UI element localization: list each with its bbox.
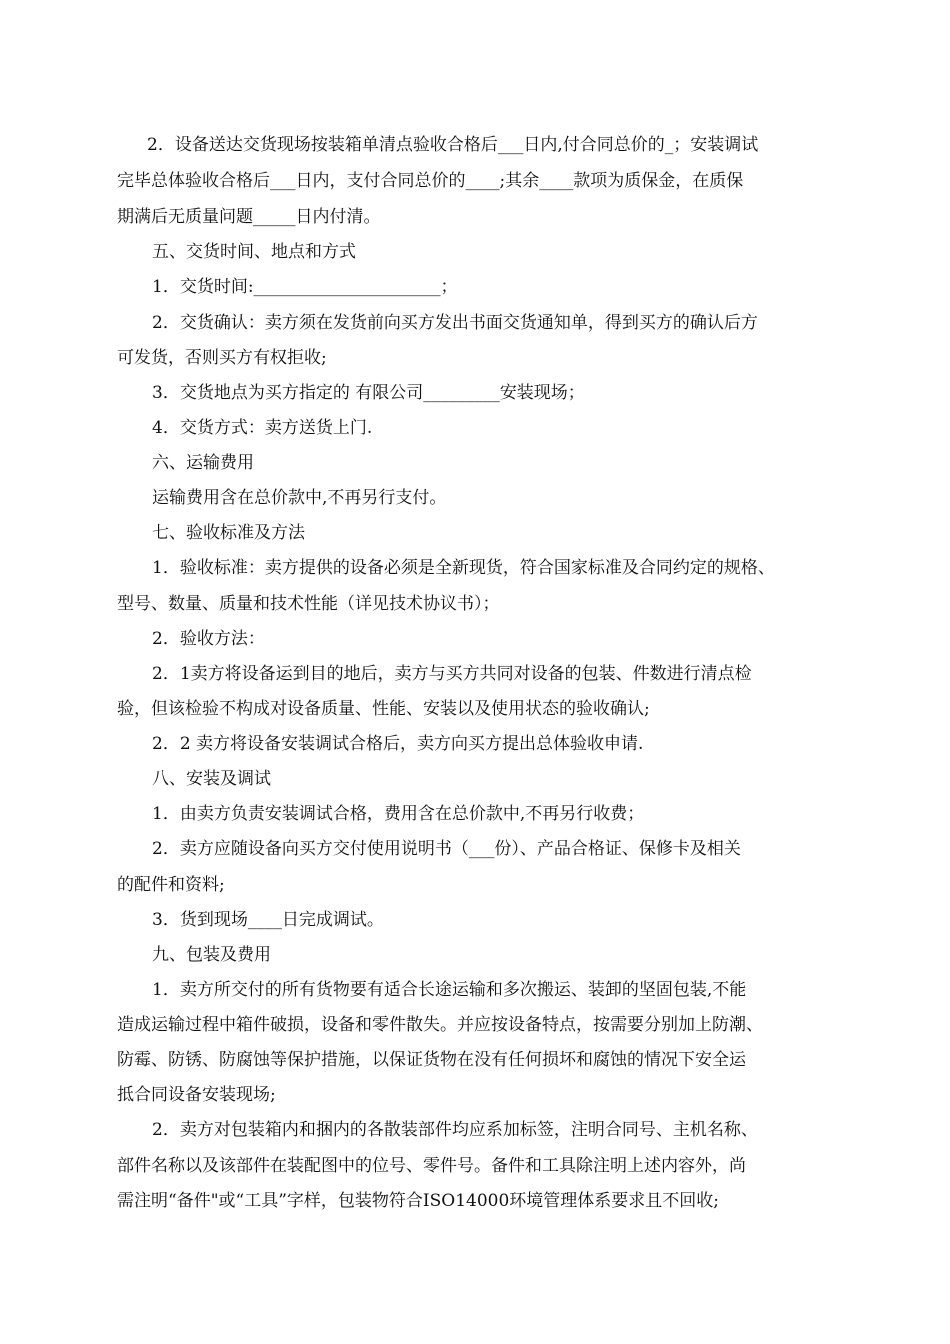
text-line: 1．卖方所交付的所有货物要有适合长途运输和多次搬运、装卸的坚固包装,不能: [152, 980, 747, 1000]
text-line: 1．由卖方负责安装调试合格，费用含在总价款中,不再另行收费；: [152, 804, 645, 824]
section-heading: 六、运输费用: [152, 453, 254, 473]
section-heading: 九、包装及费用: [152, 945, 271, 965]
text-line: 需注明“备件"或“工具”字样，包装物符合ISO14000环境管理体系要求且不回收;: [117, 1191, 719, 1211]
text-line: 4．交货方式：卖方送货上门.: [152, 418, 373, 438]
section-heading: 八、安装及调试: [152, 769, 271, 789]
text-line: 防霉、防锈、防腐蚀等保护措施，以保证货物在没有任何损坏和腐蚀的情况下安全运: [117, 1050, 746, 1070]
text-line: 验，但该检验不构成对设备质量、性能、安装以及使用状态的验收确认;: [117, 699, 650, 719]
text-line: 2．交货确认：卖方须在发货前向买方发出书面交货通知单，得到买方的确认后方: [152, 313, 758, 333]
text-line: 2．验收方法：: [152, 629, 265, 649]
text-line: 3．货到现场____日完成调试。: [152, 910, 384, 930]
text-line: 1．验收标准：卖方提供的设备必须是全新现货，符合国家标准及合同约定的规格、: [152, 558, 775, 578]
text-line: 期满后无质量问题_____日内付清。: [117, 207, 381, 227]
section-heading: 五、交货时间、地点和方式: [152, 242, 356, 262]
section-heading: 七、验收标准及方法: [152, 523, 305, 543]
text-line: 抵合同设备安装现场;: [117, 1085, 276, 1105]
text-line: 运输费用含在总价款中,不再另行支付。: [152, 488, 447, 508]
text-line: 2．1卖方将设备运到目的地后，卖方与买方共同对设备的包装、件数进行清点检: [152, 664, 752, 684]
text-line: 造成运输过程中箱件破损，设备和零件散失。并应按设备特点，按需要分别加上防潮、: [117, 1015, 763, 1035]
text-line: 可发货，否则买方有权拒收;: [117, 348, 327, 368]
text-line: 的配件和资料;: [117, 875, 225, 895]
text-line: 型号、数量、质量和技术性能（详见技术协议书）；: [117, 594, 500, 614]
text-line: 3．交货地点为买方指定的 有限公司_________安装现场；: [152, 383, 585, 403]
text-line: 部件名称以及该部件在装配图中的位号、零件号。备件和工具除注明上述内容外，尚: [117, 1156, 746, 1176]
text-line: 2．卖方对包装箱内和捆内的各散装部件均应系加标签，注明合同号、主机名称、: [152, 1120, 758, 1140]
text-line: 1．交货时间:______________________；: [152, 277, 458, 297]
text-line: 2．卖方应随设备向买方交付使用说明书（___份）、产品合格证、保修卡及相关: [152, 839, 741, 859]
text-line: 完毕总体验收合格后___日内，支付合同总价的____;其余____款项为质保金，在质保: [117, 171, 744, 191]
text-line: 2．2 卖方将设备安装调试合格后，卖方向买方提出总体验收申请.: [152, 734, 644, 754]
text-line: 2．设备送达交货现场按装箱单清点验收合格后___日内,付合同总价的_；安装调试: [147, 135, 759, 155]
